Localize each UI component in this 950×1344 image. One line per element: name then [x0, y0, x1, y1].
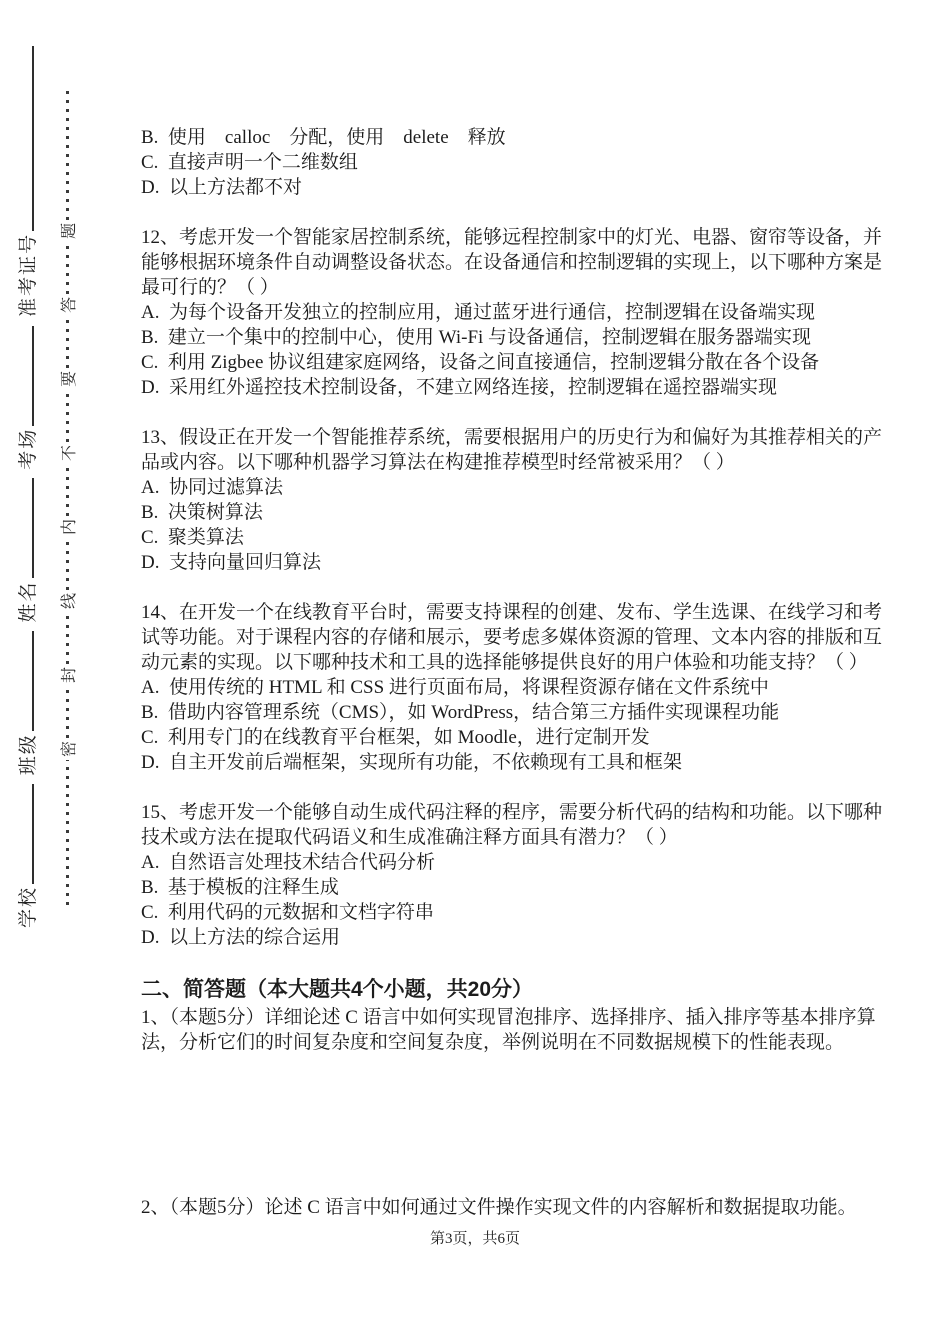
- seal-char: 不: [61, 444, 78, 461]
- content-area: [141, 125, 886, 1220]
- page-footer: 第3页，共6页: [429, 1231, 520, 1247]
- question-13: [141, 425, 886, 575]
- question-option: A. 协同过滤算法: [141, 477, 283, 498]
- question-option: D. 采用红外遥控技术控制设备，不建立网络连接，控制逻辑在遥控器端实现: [141, 377, 777, 398]
- question-option: B. 借助内容管理系统（CMS），如 WordPress，结合第三方插件实现课程功能: [141, 702, 780, 723]
- field-label-exam-room: 考场: [18, 427, 39, 470]
- seal-dots: [66, 760, 69, 905]
- question-option: B. 使用 calloc 分配，使用 delete 释放: [141, 127, 506, 148]
- question-option: A. 使用传统的 HTML 和 CSS 进行页面布局，将课程资源存储在文件系统中: [141, 677, 769, 698]
- question-14: [141, 600, 886, 775]
- question-option: C. 直接声明一个二维数组: [141, 152, 358, 173]
- short-question-2: 2、（本题5分）论述 C 语言中如何通过文件操作实现文件的内容解析和数据提取功能。: [141, 1197, 857, 1218]
- question-option: B. 建立一个集中的控制中心，使用 Wi-Fi 与设备通信，控制逻辑在服务器端实现: [141, 327, 812, 348]
- seal-line-column: [56, 95, 79, 905]
- field-label-school: 学校: [18, 885, 39, 928]
- question-option: C. 利用 Zigbee 协议组建家庭网络，设备之间直接通信，控制逻辑分散在各个设备: [141, 352, 820, 373]
- seal-char: 密: [61, 740, 78, 757]
- section-2-title: 二、简答题（本大题共4个小题，共20分）: [141, 978, 534, 1001]
- question-stem: 14、在开发一个在线教育平台时，需要支持课程的创建、发布、学生选课、在线学习和考试等功能。对于课程内容的存储和展示，要考虑多媒体资源的管理、文本内容的排版和互动元素的实现。以下哪种技术和工具的选择能够提供良好的用户体验和功能支持？（ ）: [141, 602, 883, 673]
- seal-dots: [66, 90, 69, 220]
- question-stem: 13、假设正在开发一个智能推荐系统，需要根据用户的历史行为和偏好为其推荐相关的产品或内容。以下哪种机器学习算法在构建推荐模型时经常被采用？（ ）: [141, 427, 883, 473]
- seal-dots: [66, 612, 69, 664]
- question-option: D. 以上方法都不对: [141, 177, 302, 198]
- question-12: [141, 225, 886, 400]
- question-stem: 12、考虑开发一个智能家居控制系统，能够远程控制家中的灯光、电器、窗帘等设备，并能够根据环境条件自动调整设备状态。在设备通信和控制逻辑的实现上，以下哪种方案是最可行的？（ ）: [141, 227, 883, 298]
- question-option: A. 为每个设备开发独立的控制应用，通过蓝牙进行通信，控制逻辑在设备端实现: [141, 302, 815, 323]
- question-option: D. 以上方法的综合运用: [141, 927, 340, 948]
- field-label-name: 姓名: [18, 580, 39, 623]
- seal-char: 答: [61, 296, 78, 313]
- seal-dots: [66, 686, 69, 738]
- seal-dots: [66, 538, 69, 590]
- seal-char: 线: [61, 592, 78, 609]
- question-option: B. 基于模板的注释生成: [141, 877, 339, 898]
- question-option: D. 自主开发前后端框架，实现所有功能，不依赖现有工具和框架: [141, 752, 682, 773]
- seal-dots: [66, 316, 69, 368]
- seal-dots: [66, 242, 69, 294]
- question-option: A. 自然语言处理技术结合代码分析: [141, 852, 435, 873]
- question-option: B. 决策树算法: [141, 502, 263, 523]
- question-option: C. 利用专门的在线教育平台框架，如 Moodle，进行定制开发: [141, 727, 650, 748]
- seal-char: 内: [61, 518, 78, 535]
- seal-dots: [66, 390, 69, 442]
- seal-dots: [66, 464, 69, 516]
- question-option: C. 利用代码的元数据和文档字符串: [141, 902, 434, 923]
- blank-line: [32, 326, 34, 426]
- blank-line: [32, 46, 34, 231]
- short-question-1: 1、（本题5分）详细论述 C 语言中如何实现冒泡排序、选择排序、插入排序等基本排序算法，分析它们的时间复杂度和空间复杂度，举例说明在不同数据规模下的性能表现。: [141, 1007, 876, 1053]
- blank-line: [32, 631, 34, 731]
- question-option: D. 支持向量回归算法: [141, 552, 321, 573]
- seal-char: 封: [61, 666, 78, 683]
- blank-line: [32, 478, 34, 578]
- question-11: [141, 125, 886, 200]
- question-15: [141, 800, 886, 950]
- seal-char: 题: [61, 222, 78, 239]
- question-stem: 15、考虑开发一个能够自动生成代码注释的程序，需要分析代码的结构和功能。以下哪种技术或方法在提取代码语义和生成准确注释方面具有潜力？（ ）: [141, 802, 883, 848]
- side-fields-column: [16, 88, 42, 928]
- field-label-examinee-number: 准考证号: [18, 232, 39, 317]
- field-label-class: 班级: [18, 733, 39, 776]
- seal-char: 要: [61, 370, 78, 387]
- question-option: C. 聚类算法: [141, 527, 244, 548]
- blank-line: [32, 784, 34, 884]
